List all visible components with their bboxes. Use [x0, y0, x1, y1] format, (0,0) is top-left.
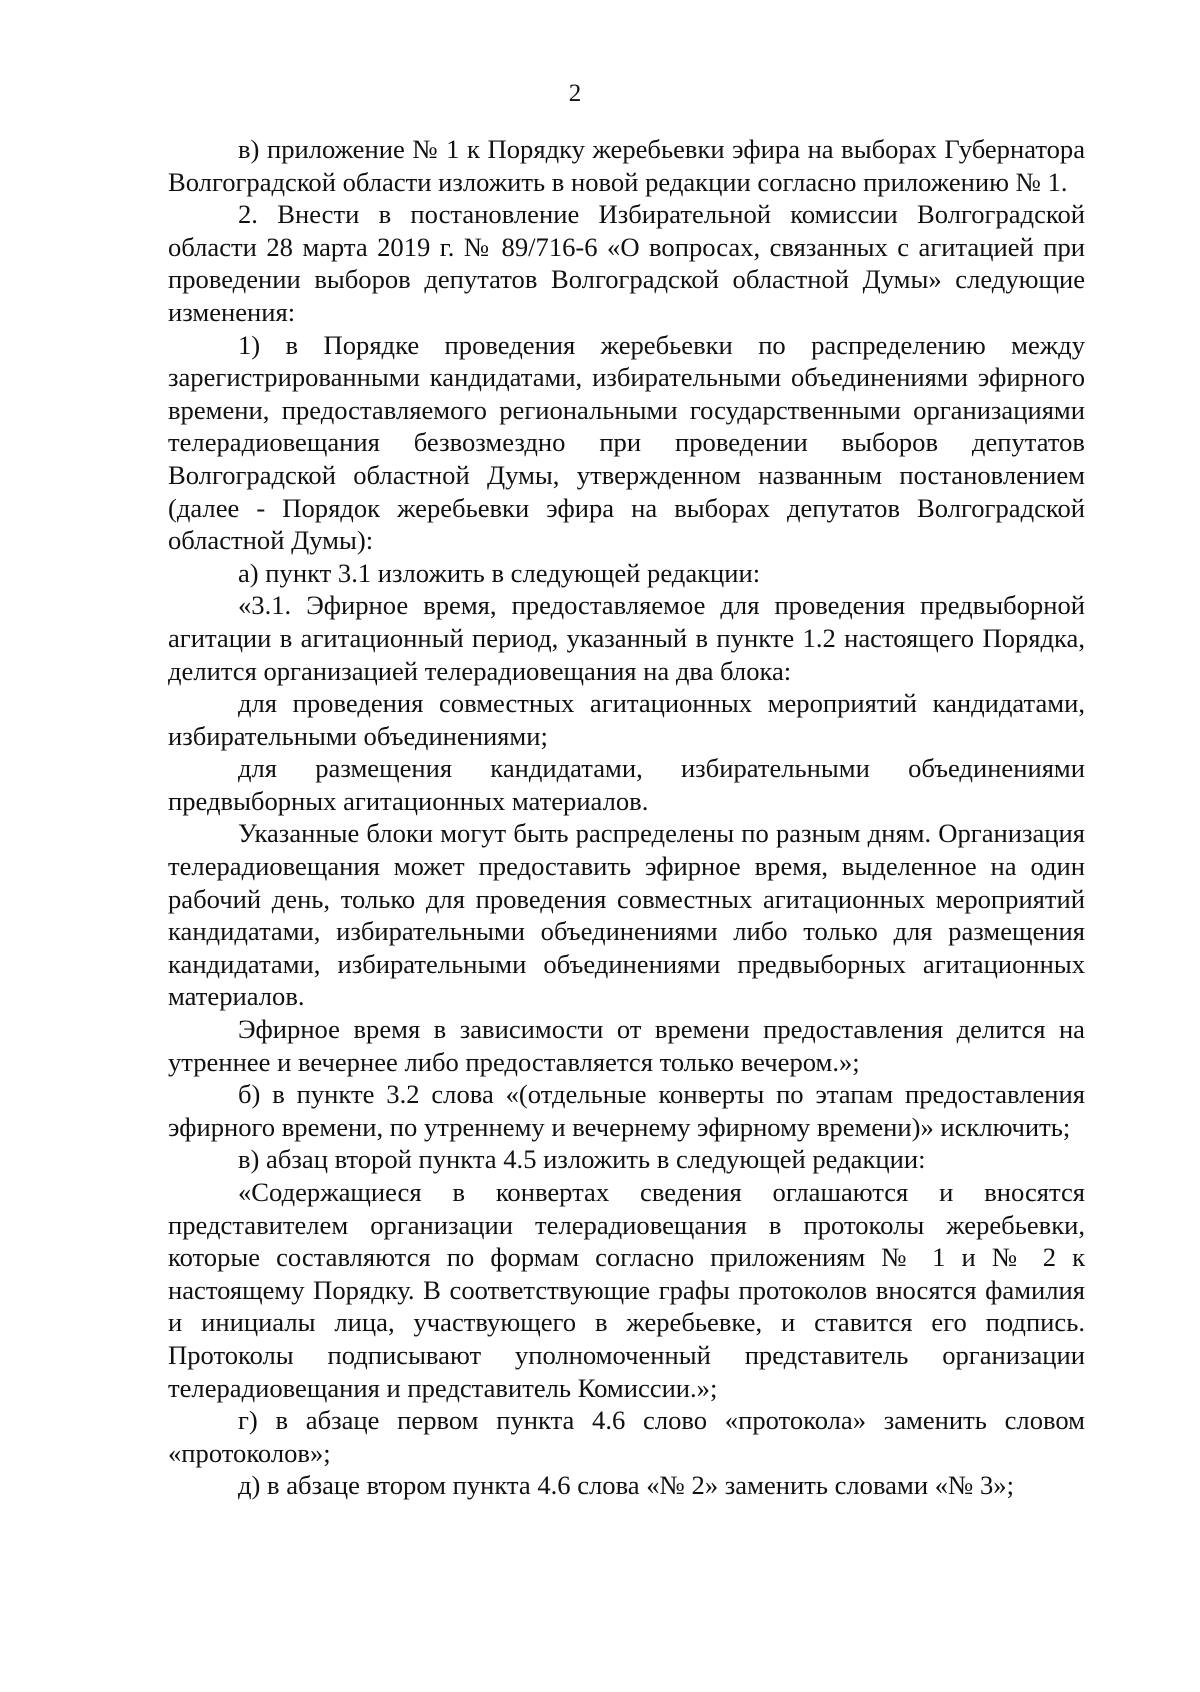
paragraph-annex-1: в) приложение № 1 к Порядку жеребьевки эфира на выборах Губернатора Волгоградской области изложить в новой редакции согласно приложению № 1.	[168, 134, 1085, 197]
document-body	[168, 133, 1085, 1502]
paragraph-point-b: б) в пункте 3.2 слова «(отдельные конверты по этапам предоставления эфирного времени, по утреннему и вечернему эфирному времени)» исключить;	[168, 1079, 1085, 1142]
paragraph-quote-3-1: «3.1. Эфирное время, предоставляемое для проведения предвыборной агитации в агитационный период, указанный в пункте 1.2 настоящего Порядка, делится организацией телерадиовещания на два блока:	[168, 590, 1085, 686]
paragraph-point-d: д) в абзаце втором пункта 4.6 слова «№ 2» заменить словами «№ 3»;	[238, 1470, 1014, 1501]
paragraph-item-2: 2. Внести в постановление Избирательной комиссии Волгоградской области 28 марта 2019 г. № 89/716-6 «О вопросах, связанных с агитацией при проведении выборов депутатов Волгоградской областной Думы» следующие изменения:	[168, 199, 1085, 327]
paragraph-subitem-1: 1) в Порядке проведения жеребьевки по распределению между зарегистрированными кандидатами, избирательными объединениями эфирного времени, предоставляемого региональными государственными организациями телерадиовещания безвозмездно при проведении выборов депутатов Волгоградской областной Думы, утвержденном названным постановлением (далее - Порядок жеребьевки эфира на выборах депутатов Волгоградской областной Думы):	[168, 329, 1085, 556]
paragraph-point-g: г) в абзаце первом пункта 4.6 слово «протокола» заменить словом «протоколов»;	[168, 1405, 1085, 1468]
paragraph-blocks-days: Указанные блоки могут быть распределены по разным дням. Организация телерадиовещания может предоставить эфирное время, выделенное на один рабочий день, только для проведения совместных агитационных мероприятий кандидатами, избирательными объединениями либо только для размещения кандидатами, избирательными объединениями предвыборных агитационных материалов.	[168, 818, 1085, 1012]
paragraph-point-a: а) пункт 3.1 изложить в следующей редакции:	[238, 557, 761, 588]
page-number: 2	[568, 80, 582, 107]
paragraph-block-materials: для размещения кандидатами, избирательными объединениями предвыборных агитационных материалов.	[168, 753, 1085, 816]
paragraph-airtime-split: Эфирное время в зависимости от времени предоставления делится на утреннее и вечернее либо предоставляется только вечером.»;	[168, 1014, 1085, 1077]
paragraph-point-v: в) абзац второй пункта 4.5 изложить в следующей редакции:	[238, 1144, 926, 1175]
paragraph-block-joint: для проведения совместных агитационных мероприятий кандидатами, избирательными объединениями;	[168, 688, 1085, 751]
paragraph-quote-envelopes: «Содержащиеся в конвертах сведения оглашаются и вносятся представителем организации телерадиовещания в протоколы жеребьевки, которые составляются по формам согласно приложениям № 1 и № 2 к настоящему Порядку. В соответствующие графы протоколов вносятся фамилия и инициалы лица, участвующего в жеребьевке, и ставится его подпись. Протоколы подписывают уполномоченный представитель организации телерадиовещания и представитель Комиссии.»;	[168, 1177, 1085, 1403]
